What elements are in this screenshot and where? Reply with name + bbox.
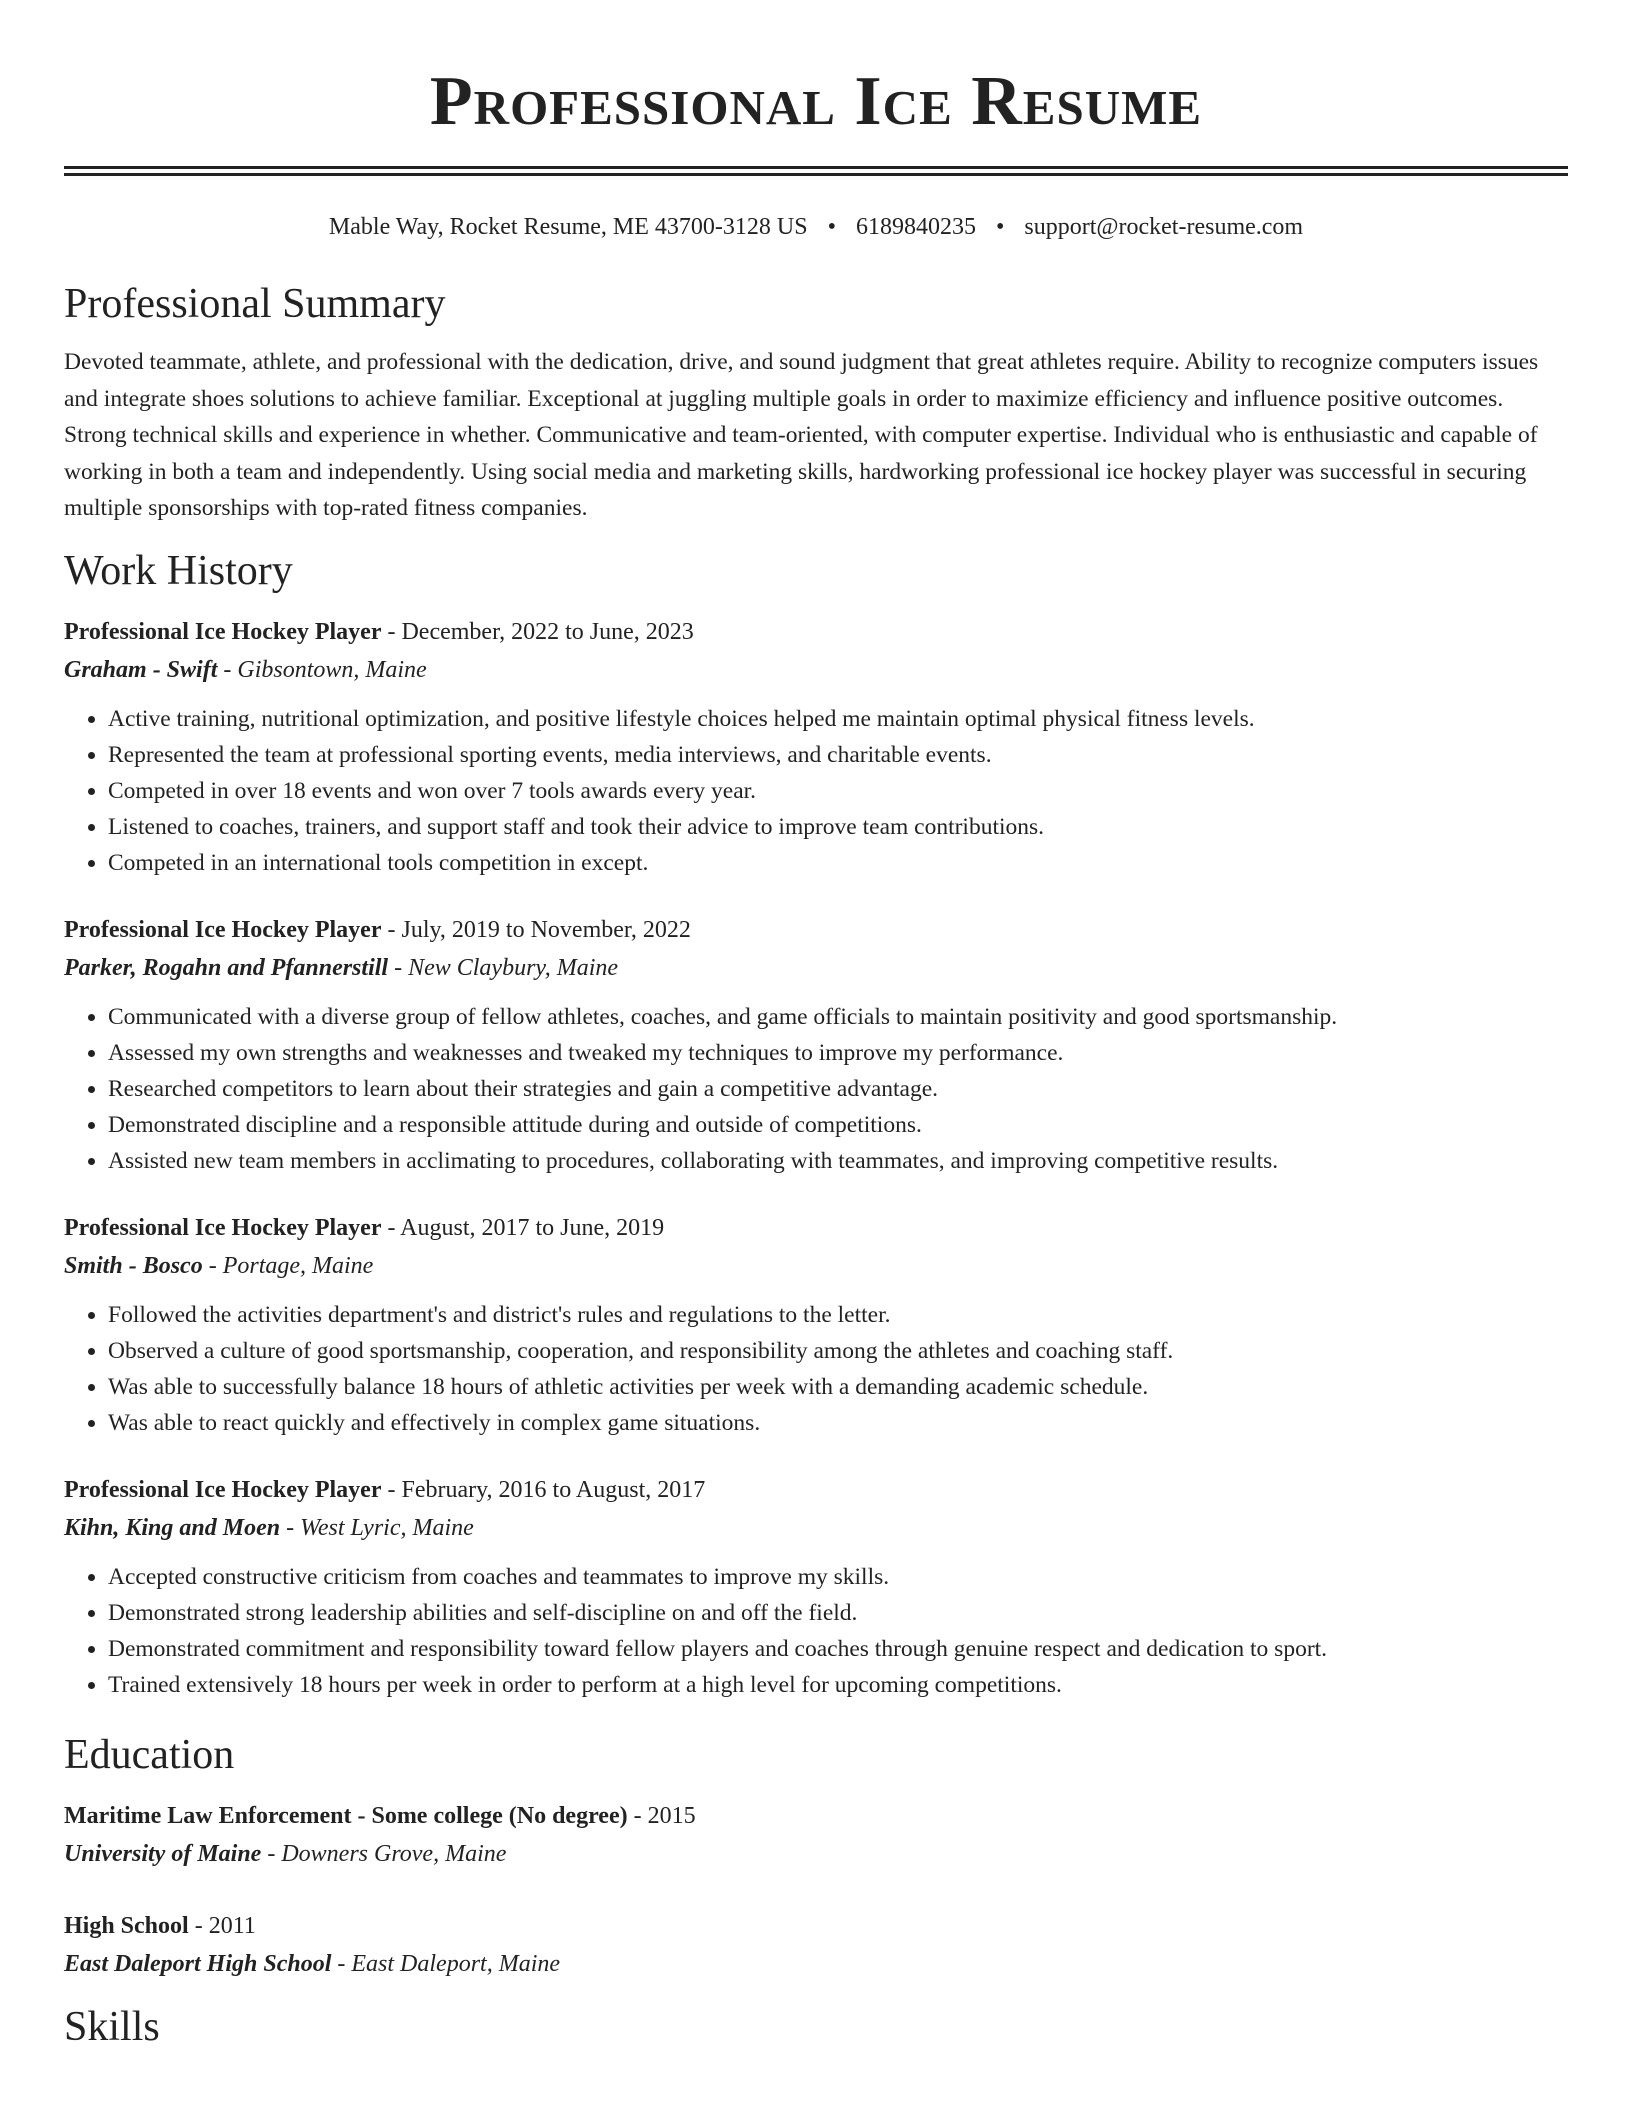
job-header <box>64 911 1568 949</box>
contact-separator: • <box>827 214 836 240</box>
company-name: Parker, Rogahn and Pfannerstill <box>64 954 389 981</box>
job-dates: - December, 2022 to June, 2023 <box>381 618 694 645</box>
education-header <box>64 1907 1568 1945</box>
job-header <box>64 1471 1568 1509</box>
job-bullet: • Was able to react quickly and effectively in complex game situations. <box>108 1405 1568 1441</box>
company-location: - New Claybury, Maine <box>388 954 619 981</box>
job-bullet: • Competed in over 18 events and won over 7 tools awards every year. <box>108 773 1568 809</box>
job-dates: - August, 2017 to June, 2019 <box>381 1214 665 1241</box>
job-bullet: • Observed a culture of good sportsmanship, cooperation, and responsibility among the athletes and coaching staff. <box>108 1333 1568 1369</box>
job-bullets <box>64 999 1568 1179</box>
degree-name: Maritime Law Enforcement - Some college (No degree) <box>64 1802 628 1829</box>
job-title: Professional Ice Hockey Player <box>64 916 382 943</box>
school-name: East Daleport High School <box>64 1950 332 1977</box>
job-dates: - February, 2016 to August, 2017 <box>381 1476 706 1503</box>
contact-address: Mable Way, Rocket Resume, ME 43700-3128 US <box>328 214 808 240</box>
job-entry <box>64 613 1568 881</box>
education-entry <box>64 1797 1568 1873</box>
job-bullets <box>64 1559 1568 1703</box>
contact-phone: 6189840235 <box>856 214 976 240</box>
school-line <box>64 1835 1568 1873</box>
job-bullet: • Demonstrated strong leadership abilities and self-discipline on and off the field. <box>108 1595 1568 1631</box>
job-bullet: • Accepted constructive criticism from coaches and teammates to improve my skills. <box>108 1559 1568 1595</box>
job-entry <box>64 911 1568 1179</box>
summary-heading: Professional Summary <box>64 281 446 327</box>
job-bullet: • Assisted new team members in acclimating to procedures, collaborating with teammates, and improving competitive results. <box>108 1143 1568 1179</box>
company-location: - Gibsontown, Maine <box>217 656 427 683</box>
education-entry <box>64 1907 1568 1983</box>
job-title: Professional Ice Hockey Player <box>64 1214 382 1241</box>
graduation-year: - 2015 <box>627 1802 696 1829</box>
job-bullet: • Listened to coaches, trainers, and support staff and took their advice to improve team contributions. <box>108 809 1568 845</box>
title-divider <box>64 166 1568 176</box>
work-history-heading: Work History <box>64 547 293 594</box>
contact-line <box>64 212 1568 242</box>
company-line <box>64 1509 1568 1547</box>
contact-separator: • <box>996 214 1005 240</box>
job-bullets <box>64 1297 1568 1441</box>
contact-email: support@rocket-resume.com <box>1024 214 1304 240</box>
job-header <box>64 1209 1568 1247</box>
job-bullets <box>64 701 1568 881</box>
job-bullet: • Researched competitors to learn about their strategies and gain a competitive advantage. <box>108 1071 1568 1107</box>
job-entry <box>64 1471 1568 1703</box>
job-dates: - July, 2019 to November, 2022 <box>381 916 691 943</box>
company-name: Graham - Swift <box>64 656 218 683</box>
company-line <box>64 949 1568 987</box>
job-bullet: • Was able to successfully balance 18 hours of athletic activities per week with a demanding academic schedule. <box>108 1369 1568 1405</box>
job-bullet: • Demonstrated discipline and a responsible attitude during and outside of competitions. <box>108 1107 1568 1143</box>
job-bullet: • Competed in an international tools competition in except. <box>108 845 1568 881</box>
job-bullet: • Represented the team at professional sporting events, media interviews, and charitable events. <box>108 737 1568 773</box>
company-name: Kihn, King and Moen <box>64 1514 281 1541</box>
job-bullet: • Communicated with a diverse group of fellow athletes, coaches, and game officials to maintain positivity and good sportsmanship. <box>108 999 1568 1035</box>
company-location: - West Lyric, Maine <box>280 1514 474 1541</box>
skills-heading: Skills <box>64 2003 160 2050</box>
job-bullet: • Demonstrated commitment and responsibility toward fellow players and coaches through genuine respect and dedication to sport. <box>108 1631 1568 1667</box>
job-title: Professional Ice Hockey Player <box>64 1476 382 1503</box>
summary-text: Devoted teammate, athlete, and professional with the dedication, drive, and sound judgment that great athletes require. Ability to recognize computers issues and integrate shoes solutions to achieve familiar. Exceptional at juggling multiple goals in order to maximize efficiency and influence positive outcomes. Strong technical skills and experience in whether. Communicative and team-oriented, with computer expertise. Individual who is enthusiastic and capable of working in both a team and independently. Using social media and marketing skills, hardworking professional ice hockey player was successful in securing multiple sponsorships with top-rated fitness companies. <box>64 349 1539 521</box>
job-bullet: • Followed the activities department's and district's rules and regulations to the letter. <box>108 1297 1568 1333</box>
job-bullet: • Active training, nutritional optimization, and positive lifestyle choices helped me maintain optimal physical fitness levels. <box>108 701 1568 737</box>
degree-name: High School <box>64 1912 189 1939</box>
school-location: - Downers Grove, Maine <box>261 1840 507 1867</box>
company-line <box>64 651 1568 689</box>
resume-page <box>64 0 1568 2053</box>
company-name: Smith - Bosco <box>64 1252 203 1279</box>
education-heading: Education <box>64 1731 235 1778</box>
job-header <box>64 613 1568 651</box>
job-bullet: • Trained extensively 18 hours per week in order to perform at a high level for upcoming competitions. <box>108 1667 1568 1703</box>
school-name: University of Maine <box>64 1840 262 1867</box>
job-bullet: • Assessed my own strengths and weaknesses and tweaked my techniques to improve my performance. <box>108 1035 1568 1071</box>
company-line <box>64 1247 1568 1285</box>
job-entry <box>64 1209 1568 1441</box>
school-location: - East Daleport, Maine <box>331 1950 561 1977</box>
graduation-year: - 2011 <box>188 1912 256 1939</box>
job-title: Professional Ice Hockey Player <box>64 618 382 645</box>
school-line <box>64 1945 1568 1983</box>
resume-title: Professional Ice Resume <box>429 63 1203 140</box>
education-header <box>64 1797 1568 1835</box>
company-location: - Portage, Maine <box>202 1252 374 1279</box>
